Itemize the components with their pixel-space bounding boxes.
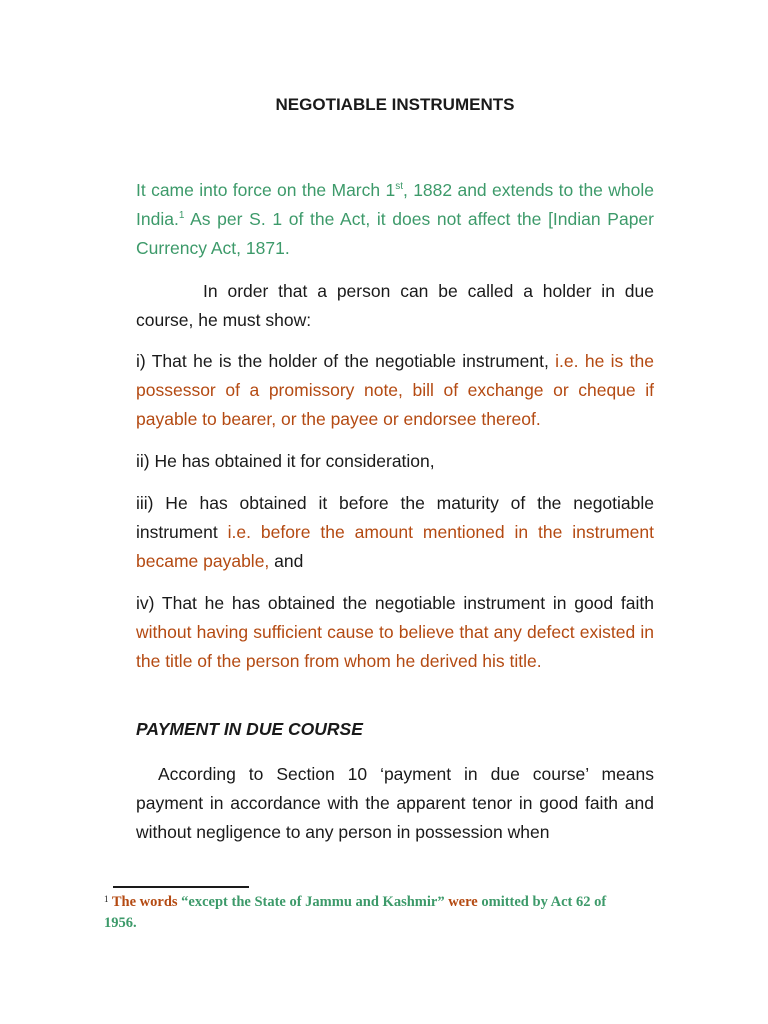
text-run: and xyxy=(269,551,304,571)
text-run: iv) That he has obtained the negotiable instrument in good faith xyxy=(136,593,654,613)
text-run: iii) He has obtained it before the maturity of the negotiable instrument xyxy=(136,493,654,542)
text-run: i) That he is the holder of the negotiable instrument, xyxy=(136,351,556,371)
list-item-ii: ii) He has obtained it for consideration, xyxy=(136,451,435,471)
footnote-text-run: were xyxy=(444,894,482,910)
footnote-text-run: omitted by Act 62 of 1956. xyxy=(104,894,607,931)
text-run: It came into force on the March 1 xyxy=(136,180,396,200)
section-heading: PAYMENT IN DUE COURSE xyxy=(136,719,363,739)
paragraph-holder-intro: In order that a person can be called a holder in due course, he must show: xyxy=(136,281,654,330)
text-run-highlight: i.e. before the amount mentioned in the instrument became payable, xyxy=(136,522,654,571)
footnote-divider xyxy=(113,886,249,888)
footnote-text-run: The words xyxy=(111,894,182,910)
footnote-mark: 1 xyxy=(104,894,109,904)
text-run-highlight: without having sufficient cause to believe that any defect existed in the title of the person from whom he derived his title. xyxy=(136,622,654,671)
superscript: st xyxy=(395,181,403,192)
text-run-highlight: i.e. he is the possessor of a promissory note, bill of exchange or cheque if payable to bearer, or the payee or endorsee thereof. xyxy=(136,351,654,429)
footnote xyxy=(104,892,624,934)
page-title: NEGOTIABLE INSTRUMENTS xyxy=(275,95,515,114)
footnote-text-run: “except the State of Jammu and Kashmir” xyxy=(181,894,445,910)
list-item-i xyxy=(136,347,654,434)
footnote-reference: 1 xyxy=(178,210,185,221)
paragraph-payment: According to Section 10 ‘payment in due course’ means payment in accordance with the apparent tenor in good faith and without negligence to any person in possession when xyxy=(136,764,654,842)
paragraph-commencement xyxy=(136,176,654,263)
list-item-iv xyxy=(136,589,654,676)
text-run: , 1882 and extends to the whole India. xyxy=(136,180,654,229)
text-run: As per S. 1 of the Act, it does not affect the [Indian Paper Currency Act, 1871. xyxy=(136,209,654,258)
list-item-iii xyxy=(136,489,654,576)
